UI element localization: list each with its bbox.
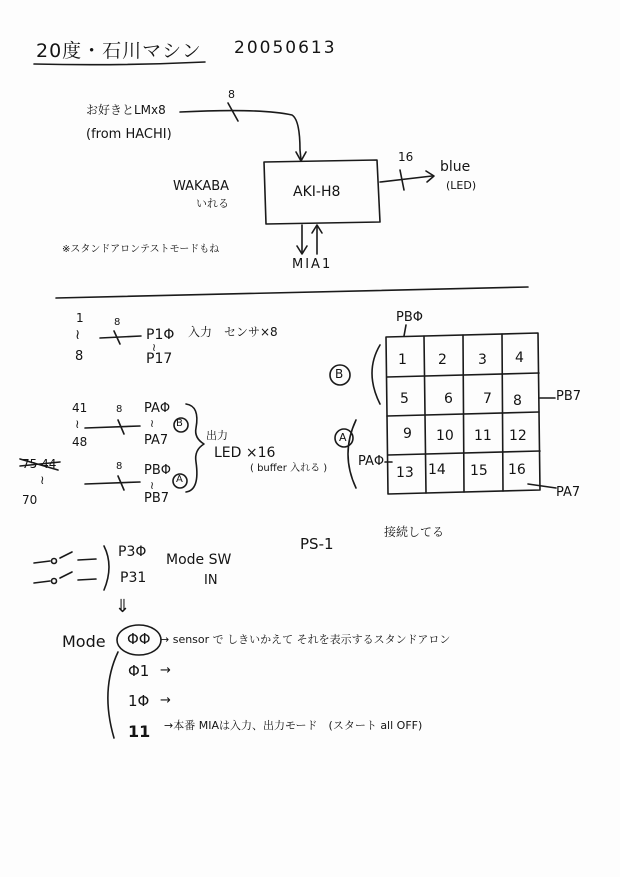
grid-col-end-label: PB7 <box>556 389 582 404</box>
led-b-bus-width: 8 <box>116 461 123 472</box>
range-tilde-3: ≀ <box>40 473 45 487</box>
grid-col-label: PBΦ <box>396 310 423 325</box>
led-prefix: 出力 <box>206 429 228 442</box>
grid-cell: 13 <box>396 465 414 481</box>
pb0-pointer <box>404 325 406 336</box>
grid-bracket-b <box>372 345 380 404</box>
switch-2-contact <box>52 579 57 584</box>
grid-cell: 7 <box>483 391 492 407</box>
grid-cell: 12 <box>509 428 527 444</box>
output-line <box>380 176 432 182</box>
led-b-port-bottom: PB7 <box>144 491 170 506</box>
mode-port-top: P3Φ <box>118 544 147 560</box>
mode-desc: → <box>160 663 171 678</box>
switch-1-contact <box>52 559 57 564</box>
mode-code: Φ1 <box>128 662 150 680</box>
mode-label: Mode <box>62 632 106 651</box>
page-title: 20度・石川マシン <box>36 40 202 62</box>
sensor-port-tilde: ≀ <box>152 341 157 354</box>
mia-label: MIA1 <box>292 257 333 272</box>
grid-cell: 3 <box>478 352 487 368</box>
switch-1 <box>34 552 96 563</box>
led-b-bottom: 70 <box>22 493 38 507</box>
led-a-bus-width: 8 <box>116 404 123 415</box>
grid-cell: 2 <box>438 352 447 368</box>
led-b-port-tilde: ≀ <box>150 479 155 492</box>
page-date: 20050613 <box>234 38 337 58</box>
input-source: (from HACHI) <box>86 127 172 142</box>
grid-cell: 4 <box>515 350 524 366</box>
led-desc: LED ×16 <box>214 445 276 461</box>
sensor-range-top: 1 <box>76 311 84 325</box>
led-a-top: 41 <box>72 401 88 415</box>
led-b-bus-line <box>85 482 140 484</box>
led-a-port-top: PAΦ <box>144 401 171 416</box>
grid-marker-b: B <box>335 367 344 381</box>
grid-cell: 6 <box>444 391 453 407</box>
wakaba-sub: いれる <box>196 197 229 210</box>
mode-sw-title: Mode SW <box>166 552 232 568</box>
led-a-port-bottom: PA7 <box>144 433 169 448</box>
mode-bracket <box>108 652 118 738</box>
led-b-marker: A <box>176 474 183 485</box>
range-tilde-2: ≀ <box>75 417 80 431</box>
led-a-bottom: 48 <box>72 435 88 449</box>
input-line <box>180 111 301 160</box>
sensor-bus-width: 8 <box>114 317 121 328</box>
mode-desc: →本番 MIAは入力、出力モード (スタート all OFF) <box>164 719 423 732</box>
input-bus-slash <box>228 103 238 121</box>
grid-cell: 8 <box>513 393 522 409</box>
grid-marker-a: A <box>339 431 347 444</box>
grid-cell: 16 <box>508 462 526 478</box>
grid-cell: 14 <box>428 462 446 478</box>
title-underline <box>34 62 205 65</box>
led-a-port-tilde: ≀ <box>150 417 155 430</box>
led-a-marker: B <box>176 418 183 429</box>
mode-code: 11 <box>128 722 151 741</box>
grid-row-end-label: PA7 <box>556 485 581 500</box>
input-label: お好きとLMx8 <box>86 103 166 117</box>
led-b-port-top: PBΦ <box>144 463 171 478</box>
mode-code: 1Φ <box>128 692 150 710</box>
led-brace <box>186 404 204 492</box>
mode-port-bottom: P31 <box>120 570 147 586</box>
grid-row-label: PAΦ <box>358 454 385 469</box>
led-buffer-note: ( buffer 入れる ) <box>250 463 328 474</box>
grid-cell: 10 <box>436 428 454 444</box>
mode-desc: → <box>160 693 171 708</box>
led-a-bus-line <box>85 426 140 428</box>
switch-bracket <box>104 546 109 590</box>
mode-code: ΦΦ <box>127 630 151 648</box>
mode-sw-sub: IN <box>204 573 218 588</box>
chip-label: AKI-H8 <box>293 184 341 200</box>
sensor-port-top: P1Φ <box>146 327 175 343</box>
grid-cell: 11 <box>474 428 492 444</box>
sensor-bus-line <box>100 336 141 338</box>
pa7-pointer <box>528 484 556 488</box>
section-divider <box>56 287 528 298</box>
led-b-top: 75 44 <box>22 457 57 471</box>
down-arrow-icon: ⇓ <box>115 596 131 617</box>
standalone-note: ※スタンドアロンテストモードもね <box>62 244 220 255</box>
input-bus-width: 8 <box>228 88 235 101</box>
grid-cell: 1 <box>398 352 407 368</box>
sensor-desc: 入力 センサ×8 <box>188 325 278 339</box>
mode-desc: → sensor で しきいかえて それを表示するスタンドアロン <box>160 633 451 646</box>
grid-cell: 5 <box>400 391 409 407</box>
output-bus-width: 16 <box>398 150 414 164</box>
sensor-range-bottom: 8 <box>75 349 84 364</box>
output-label: blue <box>440 159 471 175</box>
range-tilde-1: ≀ <box>75 327 81 343</box>
grid-cell: 9 <box>403 426 412 442</box>
ps1-label: PS-1 <box>300 535 334 553</box>
ps1-desc: 接続してる <box>384 525 445 539</box>
grid-cell: 15 <box>470 463 488 479</box>
sensor-port-bottom: P17 <box>146 351 173 367</box>
wakaba-label: WAKABA <box>173 179 230 194</box>
switch-2 <box>34 572 96 583</box>
output-sub: (LED) <box>446 179 477 192</box>
